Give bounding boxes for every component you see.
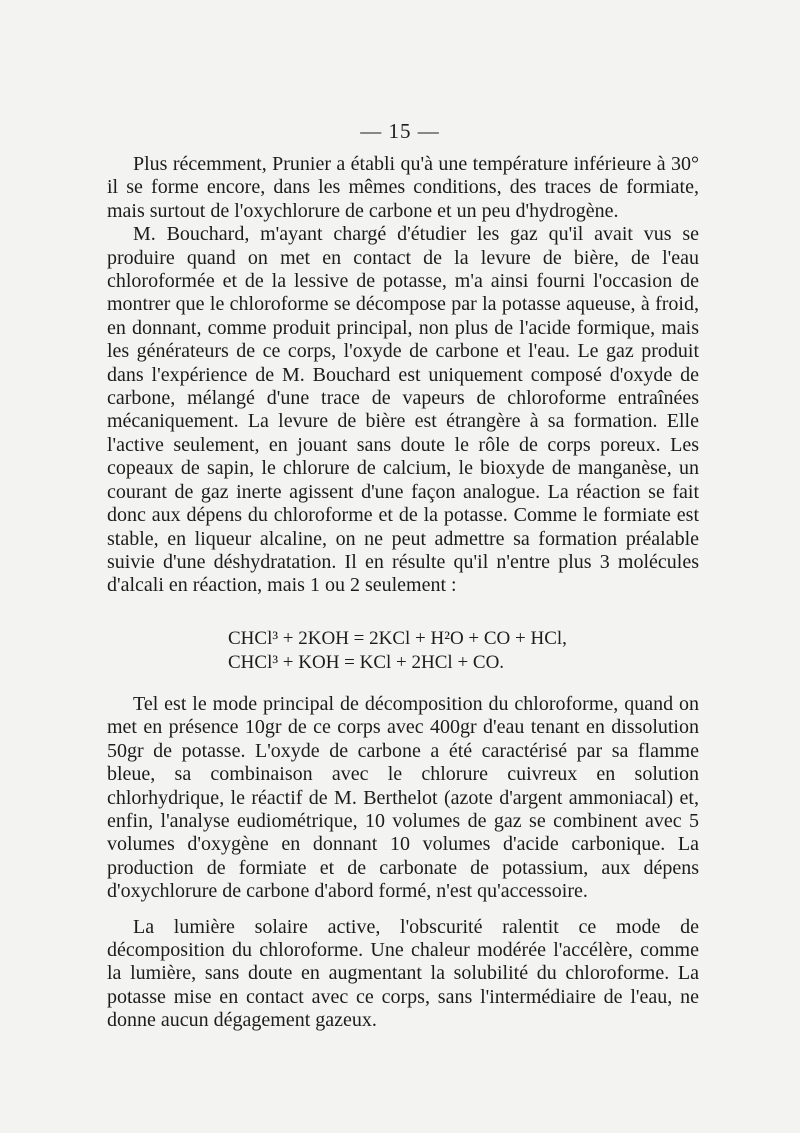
paragraph-bouchard: M. Bouchard, m'ayant chargé d'étudier les gaz qu'il avait vus se produire quand on met en contact de la levure de bière, de l'eau chloroformée et de la lessive de potasse, m'a ainsi fourni l'occasion de montrer que le chloroforme se décompose par la potasse aqueuse, à froid, en donnant, comme produit principal, non plus de l'acide formique, mais les générateurs de ce corps, l'oxyde de carbone et l'eau. Le gaz produit dans l'expérience de M. Bouchard est uniquement composé d'oxyde de carbone, mélangé d'une trace de vapeurs de chloroforme entraînées mécaniquement. La levure de bière est étrangère à sa formation. Elle l'active seulement, en jouant sans doute le rôle de corps poreux. Les copeaux de sapin, le chlorure de calcium, le bioxyde de manganèse, un courant de gaz inerte agissent d'une façon analogue. La réaction se fait donc aux dépens du chloroforme et de la potasse. Comme le formiate est stable, en liqueur alcaline, on ne peut admettre sa formation préalable suivie d'une déshydratation. Il en résulte qu'il n'entre plus 3 molécules d'alcali en réaction, mais 1 ou 2 seulement :	[107, 223, 699, 597]
chemical-equations	[228, 627, 567, 675]
paragraph-lumiere: La lumière solaire active, l'obscurité ralentit ce mode de décomposition du chloroforme. Une chaleur modérée l'accélère, comme la lumière, sans doute en augmentant la solubilité du chloroforme. La potasse mise en contact avec ce corps, sans l'intermédiaire de l'eau, ne donne aucun dégagement gazeux.	[107, 915, 699, 1032]
equation-2: CHCl³ + KOH = KCl + 2HCl + CO.	[228, 652, 505, 673]
equation-1: CHCl³ + 2KOH = 2KCl + H²O + CO + HCl,	[228, 628, 567, 649]
text-block-top	[107, 153, 699, 598]
paragraph-prunier: Plus récemment, Prunier a établi qu'à une température inférieure à 30° il se forme encore, dans les mêmes conditions, des traces de formiate, mais surtout de l'oxychlorure de carbone et un peu d'hydrogène.	[107, 153, 699, 222]
page-number: — 15 —	[360, 119, 440, 143]
paragraph-mode-principal: Tel est le mode principal de décomposition du chloroforme, quand on met en présence 10gr de ce corps avec 400gr d'eau tenant en dissolution 50gr de potasse. L'oxyde de carbone a été caractérisé par sa flamme bleue, sa combinaison avec le chlorure cuivreux en solution chlorhydrique, le réactif de M. Berthelot (azote d'argent ammoniacal) et, enfin, l'analyse eudiométrique, 10 volumes de gaz se combinent avec 5 volumes d'oxygène en donnant 10 volumes d'acide carbonique. La production de formiate et de carbonate de potassium, aux dépens d'oxychlorure de carbone d'abord formé, n'est qu'accessoire.	[107, 693, 699, 903]
text-block-bottom	[107, 693, 699, 1033]
